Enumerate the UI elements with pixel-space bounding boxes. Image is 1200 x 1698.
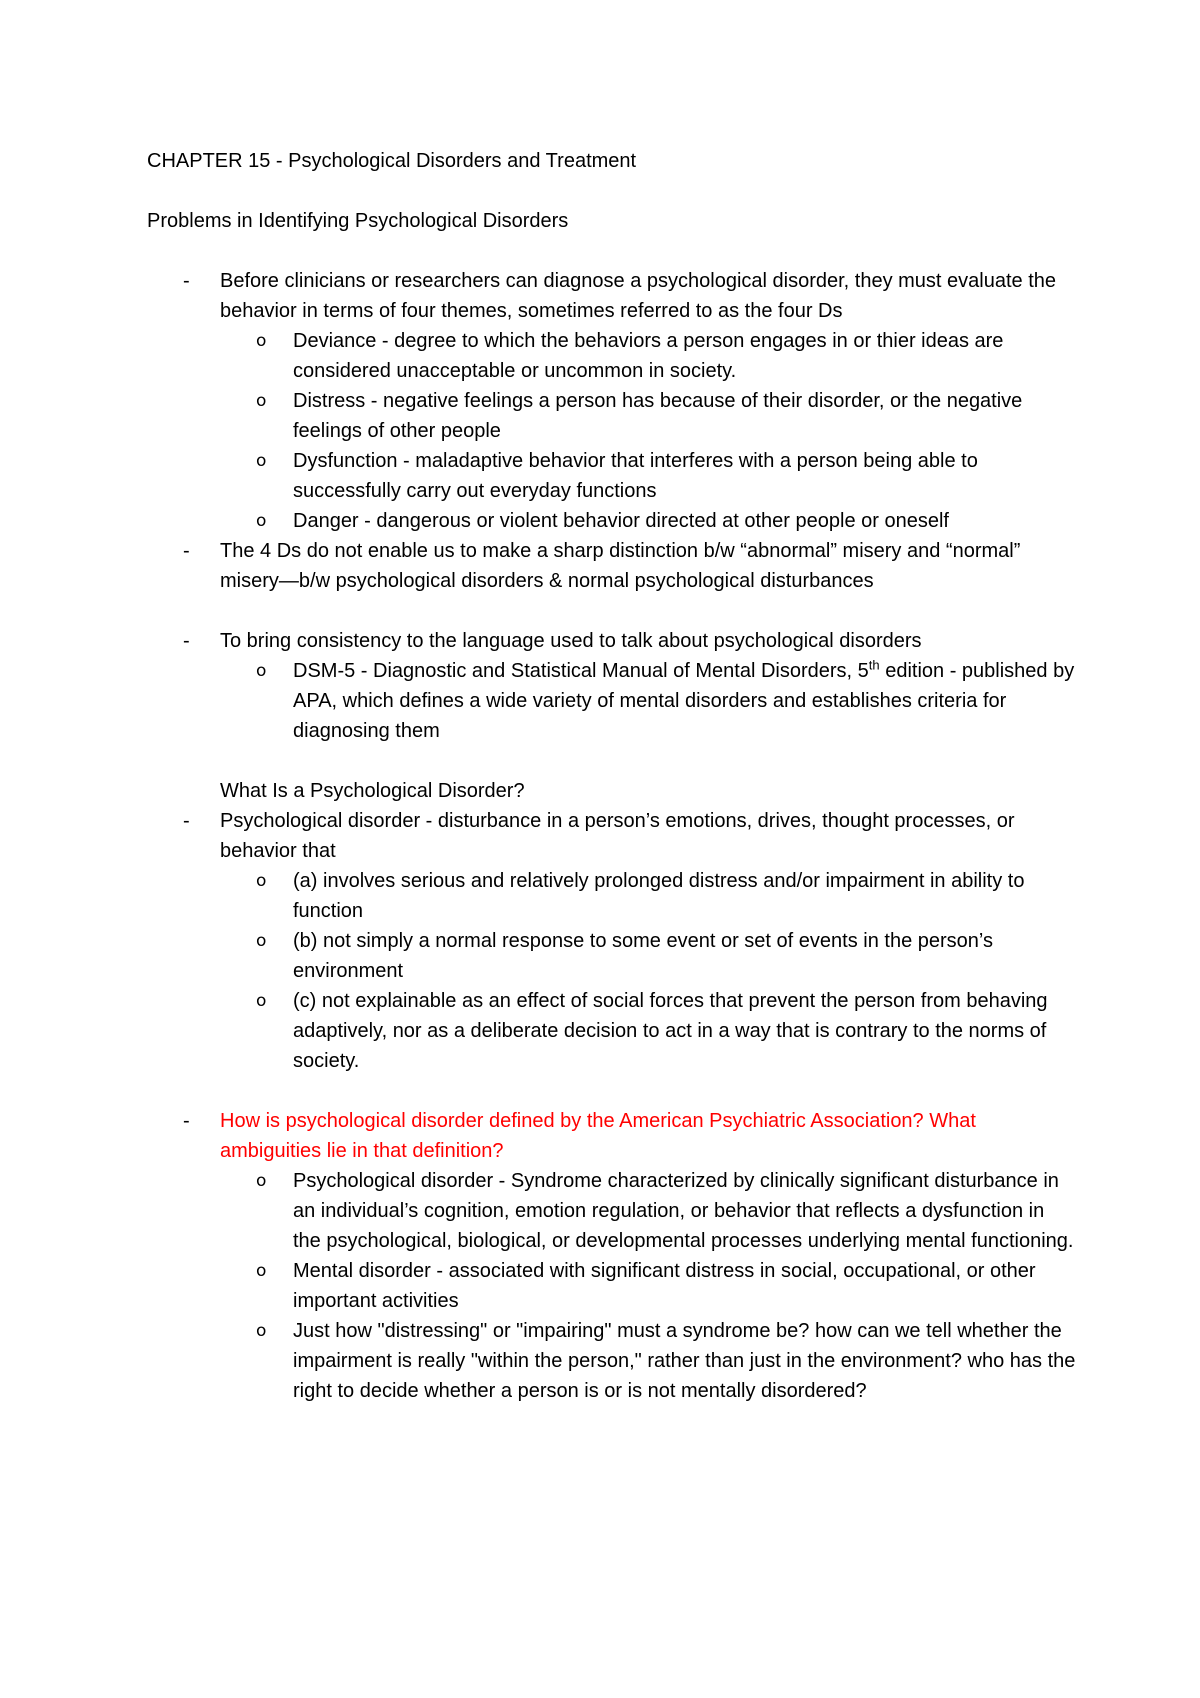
dsm-text-start: DSM-5 - Diagnostic and Statistical Manual of Mental Disorders, 5 xyxy=(293,660,869,682)
list-item xyxy=(147,1106,1077,1406)
dash-marker: - xyxy=(183,630,190,652)
bullet-marker: o xyxy=(256,931,267,951)
list-item xyxy=(220,656,1077,746)
bullet-marker: o xyxy=(256,391,267,411)
list-item xyxy=(220,1166,1077,1256)
bullet-marker: o xyxy=(256,991,267,1011)
criterion-b: (b) not simply a normal response to some event or set of events in the person’s environment xyxy=(293,930,993,982)
syndrome-definition: Psychological disorder - Syndrome characterized by clinically significant disturbance in an individual’s cognition, emotion regulation, or behavior that reflects a dysfunction in the psychological, biological, or developmental processes underlying mental functioning. xyxy=(293,1170,1074,1252)
list-item xyxy=(220,1316,1077,1406)
ordinal-superscript: th xyxy=(868,657,880,673)
list-item xyxy=(147,536,1077,596)
bullet-marker: o xyxy=(256,451,267,471)
danger-item: Danger - dangerous or violent behavior directed at other people or oneself xyxy=(293,510,949,532)
four-ds-intro: Before clinicians or researchers can diagnose a psychological disorder, they must evaluate the behavior in terms of four themes, sometimes referred to as the four Ds xyxy=(220,270,1057,322)
list-item xyxy=(220,446,1077,506)
outline-list-1 xyxy=(147,266,1077,746)
dash-marker: - xyxy=(183,1110,190,1132)
deviance-item: Deviance - degree to which the behaviors a person engages in or thier ideas are considered unacceptable or uncommon in society. xyxy=(293,330,1004,382)
dsm-text-end: edition - published by APA, which defines a wide variety of mental disorders and establishes criteria for diagnosing them xyxy=(293,660,1075,742)
distress-item: Distress - negative feelings a person has because of their disorder, or the negative feelings of other people xyxy=(293,390,1023,442)
chapter-title: CHAPTER 15 - Psychological Disorders and Treatment xyxy=(147,150,637,172)
mental-disorder-definition: Mental disorder - associated with significant distress in social, occupational, or other important activities xyxy=(293,1260,1036,1312)
bullet-marker: o xyxy=(256,511,267,531)
criterion-a: (a) involves serious and relatively prolonged distress and/or impairment in ability to function xyxy=(293,870,1025,922)
bullet-marker: o xyxy=(256,331,267,351)
dash-marker: - xyxy=(183,810,190,832)
list-item xyxy=(220,506,1077,536)
list-item xyxy=(147,266,1077,536)
criteria-list xyxy=(220,866,1077,1076)
dash-marker: - xyxy=(183,540,190,562)
definition-intro: Psychological disorder - disturbance in a person’s emotions, drives, thought processes, or behavior that xyxy=(220,810,1015,862)
sub-heading: What Is a Psychological Disorder? xyxy=(220,780,525,802)
criterion-c: (c) not explainable as an effect of social forces that prevent the person from behaving adaptively, nor as a deliberate decision to act in a way that is contrary to the norms of society. xyxy=(293,990,1048,1072)
list-item xyxy=(147,806,1077,1076)
list-item xyxy=(220,326,1077,386)
dsm-list xyxy=(220,656,1077,746)
bullet-marker: o xyxy=(256,871,267,891)
list-item xyxy=(147,626,1077,746)
outline-list-2 xyxy=(147,806,1077,1406)
four-ds-limitation: The 4 Ds do not enable us to make a sharp distinction b/w “abnormal” misery and “normal” misery—b/w psychological disorders & normal psychological disturbances xyxy=(220,540,1021,592)
bullet-marker: o xyxy=(256,661,267,681)
list-item xyxy=(220,1256,1077,1316)
list-item xyxy=(220,926,1077,986)
apa-question: How is psychological disorder defined by the American Psychiatric Association? What ambiguities lie in that definition? xyxy=(220,1110,976,1162)
bullet-marker: o xyxy=(256,1171,267,1191)
four-ds-list xyxy=(220,326,1077,536)
bullet-marker: o xyxy=(256,1321,267,1341)
document-body xyxy=(147,146,1077,1406)
ambiguity-questions: Just how "distressing" or "impairing" must a syndrome be? how can we tell whether the impairment is really "within the person," rather than just in the environment? who has the right to decide whether a person is or is not mentally disordered? xyxy=(293,1320,1076,1402)
dysfunction-item: Dysfunction - maladaptive behavior that interferes with a person being able to successfully carry out everyday functions xyxy=(293,450,978,502)
consistency-intro: To bring consistency to the language used to talk about psychological disorders xyxy=(220,630,922,652)
dash-marker: - xyxy=(183,270,190,292)
apa-answer-list xyxy=(220,1166,1077,1406)
list-item xyxy=(220,386,1077,446)
section-heading: Problems in Identifying Psychological Disorders xyxy=(147,210,569,232)
dsm-item xyxy=(293,657,1075,742)
list-item xyxy=(220,986,1077,1076)
list-item xyxy=(220,866,1077,926)
bullet-marker: o xyxy=(256,1261,267,1281)
